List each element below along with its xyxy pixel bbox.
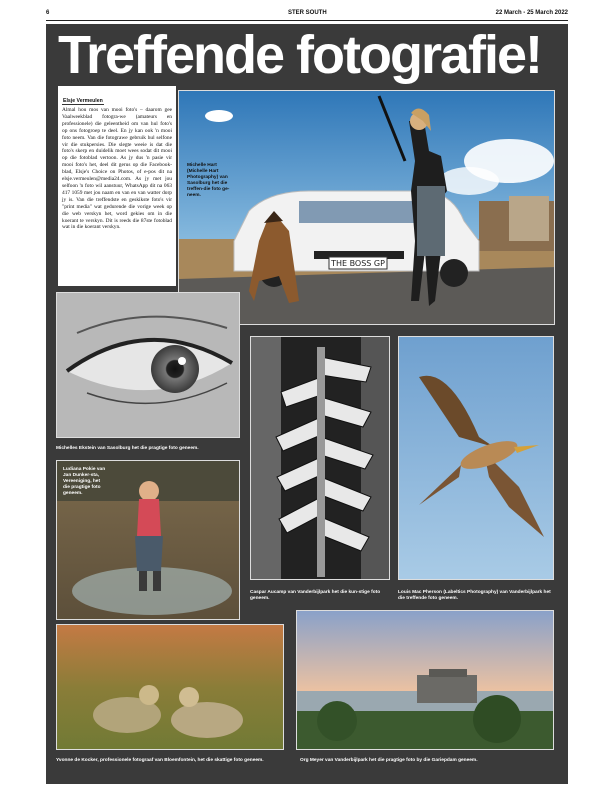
photo-goslings-image (57, 625, 284, 750)
photo-eye-image (57, 293, 240, 438)
number-plate: THE BOSS GP (331, 259, 385, 268)
header-rule (46, 20, 568, 21)
photo-heron-in-flight (398, 336, 554, 580)
caption-gariep-dam: Org Meyer van Vanderbijlpark het die pragtige foto by die Gariepdam geneem. (300, 758, 478, 763)
publication-name: STER SOUTH (288, 10, 327, 16)
intro-body-text: Almal hou mos van mooi foto's – daarom gee Vaalweekblad fotogra-we (amateurs en professionele) die geleentheid om van hul foto's op ons fotogroep te deel. En jy kan ook 'n mooi foto neem. Van die fotograwe gebruik hul selfone vir die stukpersies. Die slegte weeie is dat die foto's skerp en duidelik moet wees sodat dit mooi op die fotoblad vertoon. As jy dus 'n pasie vir mooi foto's het, deel dit gerus op die Facebook-blad, Elsje's Choice on Photos, of e-pos dit na elsje.vermeulen@media24.com. As jy met jou selfoon 'n foto wil aanstuur, WhatsApp dit na 063 417 1059 met jou naam en van en van watter dorp jy is. Van die treffendste en geskikste foto's vir "print media" wat gedurende die vorige week op die web verskyn het, word gekies om in die koerant te verskyn. Dit is reeds die 87ste fotoblad wat in die koerant verskyn. (62, 107, 172, 231)
caption-eye: Michelles Ekstein van Sasolburg het die pragtige foto geneem. (56, 446, 199, 451)
photo-heron-image (399, 337, 554, 580)
photo-eye (56, 292, 240, 438)
photo-woman-car-image (179, 91, 555, 325)
caption-boy-puddle: Ludiana Pokie van Jan Dunker-sta, Vereeniging, het die pragtige foto geneem. (63, 467, 106, 496)
issue-date: 22 March - 25 March 2022 (495, 10, 568, 16)
photo-dam-image (297, 611, 554, 750)
photo-spiral-stairs-image (251, 337, 390, 580)
intro-column (58, 86, 176, 286)
caption-spiral-stairs: Caspar Aucamp van Vanderbijlpark het die kun-stige foto geneem. (250, 590, 381, 601)
photo-gariep-dam (296, 610, 554, 750)
caption-goslings: Yvonne de Kocker, professionele fotograaf van Bloemfontein, het die skattige foto geneem. (56, 758, 264, 763)
page-number: 6 (46, 10, 50, 16)
page-headline: Treffende fotografie! (58, 25, 542, 85)
photo-woman-car (178, 90, 555, 325)
caption-woman-car: Michelle Hart (Michelle Hart Photography) van Sasolburg het die treffen-die foto ge-neem. (187, 163, 230, 198)
photo-spiral-stairs (250, 336, 390, 580)
photo-goslings (56, 624, 284, 750)
byline: Elsje Vermeulen (63, 98, 103, 104)
photo-boy-puddle (56, 460, 240, 620)
caption-heron: Louis Mac Pherson (Labeltics Photography) van Vanderbijlpark het die treffende foto geneem. (398, 590, 551, 601)
